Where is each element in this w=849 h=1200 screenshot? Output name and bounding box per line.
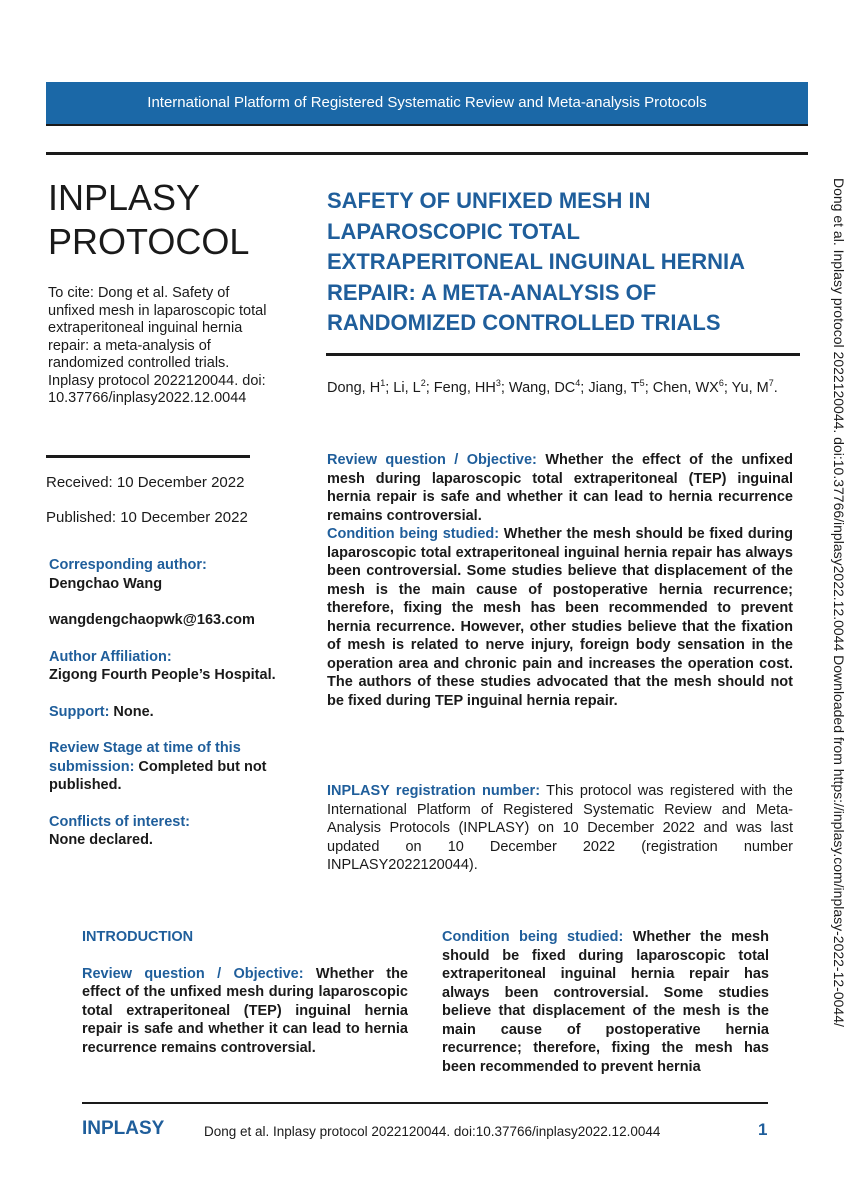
footer-citation: Dong et al. Inplasy protocol 2022120044. doi:10.37766/inplasy2022.12.0044 <box>204 1124 661 1139</box>
conflicts-label: Conflicts of interest: <box>49 813 190 830</box>
corresponding-email-block <box>49 611 284 630</box>
author-name: Feng, HH <box>433 379 496 396</box>
intro-condition-label: Condition being studied: <box>442 929 624 945</box>
review-stage-value: Completed but not published. <box>49 758 267 793</box>
abstract-review-question <box>327 451 793 525</box>
introduction-heading: INTRODUCTION <box>82 929 194 945</box>
support-label: Support: <box>49 703 110 720</box>
registration-label: INPLASY registration number: <box>327 783 541 799</box>
author-affiliation-number: 7 <box>768 378 774 388</box>
author-affiliation-number: 4 <box>575 378 581 388</box>
author-name: Yu, M <box>731 379 769 396</box>
author-list: Dong, $H^1$; Li, $L^2$; Feng, $HH^3$; Wang, $DC^4$; Jiang, $T^5$; Chen, $WX^6$; Yu, $M^7$. <box>327 378 778 396</box>
intro-condition <box>442 928 769 1076</box>
footer-divider <box>82 1102 768 1104</box>
title-divider <box>326 353 800 356</box>
protocol-label-line2: PROTOCOL <box>48 221 250 262</box>
review-stage <box>49 739 284 795</box>
intro-review-question <box>82 965 408 1058</box>
abstract-condition-text: Whether the mesh should be fixed during laparoscopic total extraperitoneal inguinal hernia repair has always been controversial. Some studies believe that displacement of the mesh is the main cause of postoperative hernia recurrence; therefore, fixing the mesh has been recommended to prevent hernia recurrence. However, other studies believe that the fixation of mesh is related to nerve injury, foreign body sensation in the operation area and chronic pain and increases the operation cost. The authors of these studies advocated that the mesh should not be fixed during TEP inguinal hernia repair. <box>327 526 793 709</box>
corresponding-author-name: Dengchao Wang <box>49 575 163 592</box>
author-affiliation-number: 5 <box>639 378 645 388</box>
author-affiliation-number: 3 <box>495 378 501 388</box>
protocol-label-line1: INPLASY <box>48 177 201 218</box>
introduction-column <box>82 928 408 1057</box>
abstract-review-label: Review question / Objective: <box>327 452 537 468</box>
author-item <box>588 380 644 396</box>
page-number: 1 <box>758 1120 768 1139</box>
author-item <box>732 380 774 396</box>
intro-review-text: Whether the effect of the unfixed mesh during laparoscopic total extraperitoneal (TEP) inguinal hernia repair is safe and whether it can lead to hernia recurrence remains controversial. <box>82 965 409 1056</box>
author-affiliation-number: 2 <box>420 378 426 388</box>
support-info <box>49 703 284 722</box>
intro-review-label: Review question / Objective: <box>82 965 304 982</box>
author-name: Chen, WX <box>652 379 719 396</box>
support-value: None. <box>109 703 154 720</box>
abstract <box>327 451 793 710</box>
received-date: Received: 10 December 2022 <box>46 474 245 491</box>
intro-condition-text: Whether the mesh should be fixed during laparoscopic total extraperitoneal inguinal hernia repair has always been controversial. Some studies believe that displacement of the mesh is the main cause of postoperative hernia recurrence; therefore, fixing the mesh has been recommended to prevent hernia <box>442 929 769 1075</box>
condition-column <box>442 928 769 1076</box>
author-name: Wang, DC <box>508 379 576 396</box>
left-divider <box>46 455 250 458</box>
author-name: Li, L <box>393 379 421 396</box>
affiliation-label: Author Affiliation: <box>49 648 172 665</box>
abstract-condition <box>327 525 793 710</box>
author-affiliation-number: 6 <box>718 378 724 388</box>
author-item <box>434 380 501 396</box>
author-item <box>327 380 385 396</box>
conflicts-of-interest <box>49 813 284 850</box>
corresponding-email[interactable]: wangdengchaopwk@163.com <box>49 612 255 628</box>
author-item <box>653 380 724 396</box>
corresponding-author <box>49 556 284 593</box>
abstract-condition-label: Condition being studied: <box>327 526 500 542</box>
author-affiliation-number: 1 <box>380 378 386 388</box>
author-item <box>393 380 425 396</box>
platform-banner <box>46 82 808 126</box>
footer-brand: INPLASY <box>82 1118 165 1139</box>
corresponding-author-label: Corresponding author: <box>49 557 207 573</box>
article-title: SAFETY OF UNFIXED MESH IN LAPAROSCOPIC TOTAL EXTRAPERITONEAL INGUINAL HERNIA REPAIR: A META-ANALYSIS OF RANDOMIZED CONTROLLED TRIALS <box>327 188 745 335</box>
affiliation-value: Zigong Fourth People’s Hospital. <box>49 667 276 683</box>
published-date: Published: 10 December 2022 <box>46 509 248 526</box>
author-affiliation <box>49 648 284 685</box>
author-name: Dong, H <box>327 379 381 396</box>
author-item <box>509 380 580 396</box>
review-stage-label: Review Stage at time of this submission: <box>49 740 241 775</box>
conflicts-value: None declared. <box>49 832 153 848</box>
registration-info <box>327 782 793 875</box>
author-name: Jiang, T <box>588 379 640 396</box>
abstract-review-text: Whether the effect of the unfixed mesh during laparoscopic total extraperitoneal (TEP) inguinal hernia repair is safe and whether it can lead to hernia recurrence remains controversial. <box>327 452 793 524</box>
side-download-notice: Dong et al. Inplasy protocol 2022120044. doi:10.37766/inplasy2022.12.0044 Downloaded from https://inplasy.com/inplasy-2022-12-0044/ <box>831 178 847 1027</box>
banner-text: International Platform of Registered Systematic Review and Meta-analysis Protocols <box>147 94 707 111</box>
article-metadata <box>49 556 284 868</box>
registration-text: This protocol was registered with the International Platform of Registered Systematic Review and Meta-Analysis Protocols (INPLASY) on 10 December 2022 and was last updated on 10 December 2022 (registration number INPLASY2022120044). <box>327 783 793 873</box>
citation-text: To cite: Dong et al. Safety of unfixed mesh in laparoscopic total extraperitoneal inguinal hernia repair: a meta-analysis of randomized controlled trials. Inplasy protocol 2022120044. doi: 10.37766/inplasy2022.12.0044 <box>48 285 267 406</box>
protocol-label <box>48 176 288 264</box>
top-divider <box>46 152 808 155</box>
